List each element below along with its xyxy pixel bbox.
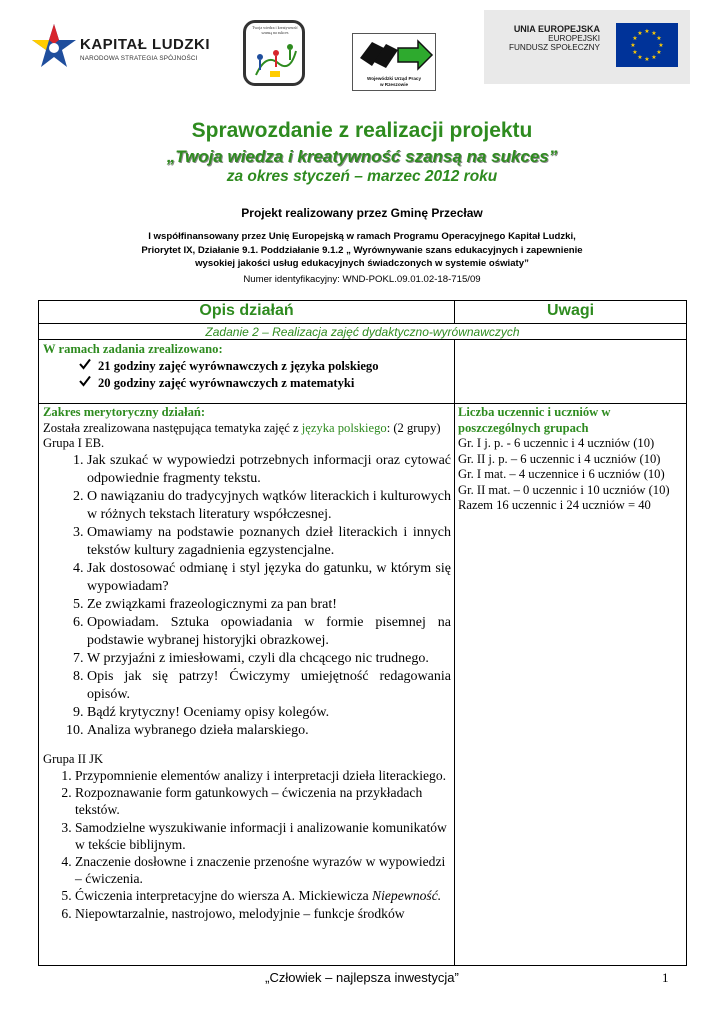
wup-city: w Rzeszowie: [379, 81, 409, 87]
poem-title: Niepewność.: [372, 888, 442, 904]
scope-subject: języka polskiego: [301, 420, 387, 435]
svg-text:★: ★: [637, 30, 643, 37]
row-separator: [39, 339, 686, 340]
scope-intro-before: Została zrealizowana następująca tematyka zajęć z: [43, 420, 302, 435]
group2-item-5-text: Ćwiczenia interpretacyjne do wiersza A. Mickiewicza: [75, 888, 373, 904]
list-item: 1. Przypomnienie elementów analizy i interpretacji dzieła literackiego.: [75, 767, 451, 784]
scope-cell: [43, 405, 451, 922]
identification-number: Numer identyfikacyjny: WND-POKL.09.01.02-18-715/09: [243, 274, 481, 285]
list-item: 3. Samodzielne wyszukiwanie informacji i analizowanie komunikatów w tekście biblijnym.: [75, 819, 451, 853]
scope-label: Zakres merytoryczny działań:: [43, 405, 206, 419]
activities-table: [38, 300, 687, 966]
svg-text:★: ★: [656, 49, 662, 56]
list-item: [43, 375, 448, 392]
list-item: 8. Opis jak się patrzy! Ćwiczymy umiejętność redagowania opisów.: [87, 668, 451, 704]
count-row: Gr. II mat. – 0 uczennic i 10 uczniów (10): [458, 482, 670, 497]
kapital-ludzki-title: KAPITAŁ LUDZKI: [80, 36, 211, 53]
svg-text:★: ★: [630, 42, 636, 49]
realized-item: 20 godziny zajęć wyrównawczych z matematyki: [98, 376, 355, 390]
list-item: 2. O nawiązaniu do tradycyjnych wątków literackich i kulturowych w różnych tekstach literatury współczesnej.: [87, 488, 451, 524]
group1-label: Grupa I EB.: [43, 436, 105, 450]
svg-text:★: ★: [644, 56, 650, 63]
list-item: 10. Analiza wybranego dzieła malarskiego.: [87, 722, 451, 740]
eu-union-label: UNIA EUROPEJSKA: [513, 24, 600, 34]
list-item: 4. Jak dostosować odmianę i styl języka do gatunku, w którym się wypowiadam?: [87, 560, 451, 596]
svg-text:★: ★: [644, 28, 650, 35]
kapital-ludzki-logo: [30, 22, 220, 74]
footer-motto: „Człowiek – najlepsza inwestycja”: [265, 970, 459, 985]
svg-text:★: ★: [632, 49, 638, 56]
list-item: 7. W przyjaźni z imiesłowami, czyli dla chcącego nic trudnego.: [87, 650, 451, 668]
project-logo: [243, 20, 305, 86]
svg-text:★: ★: [637, 54, 643, 61]
report-period: za okres styczeń – marzec 2012 roku: [226, 168, 498, 185]
column-divider: [454, 339, 455, 966]
realized-cell: [43, 341, 448, 392]
list-item: 3. Omawiamy na podstawie poznanych dzieł literackich i innych tekstów kultury zagadnienia egzystencjalne.: [87, 524, 451, 560]
kapital-ludzki-star-icon: [30, 22, 78, 72]
counts-label-line-1: Liczba uczennic i uczniów w: [458, 405, 611, 419]
eu-logo: [484, 10, 690, 84]
cofinancing-line-3: wysokiej jakości usług edukacyjnych świadczonych w systemie oświaty”: [195, 258, 529, 269]
count-row: Gr. I j. p. - 6 uczennic i 4 uczniów (10): [458, 436, 655, 450]
row-separator: [39, 323, 686, 324]
list-item: 6. Opowiadam. Sztuka opowiadania w formie pisemnej na podstawie wybranej historyjki obrazkowej.: [87, 614, 451, 650]
scope-intro-after: : (2 grupy): [386, 420, 441, 435]
checkmark-icon: [79, 358, 93, 375]
list-item: [75, 887, 451, 904]
report-title: Sprawozdanie z realizacji projektu: [191, 119, 533, 142]
count-row: Gr. II j. p. – 6 uczennic i 4 uczniów (10): [458, 451, 661, 466]
group2-label: Grupa II JK: [43, 751, 104, 766]
list-item: 9. Bądź krytyczny! Oceniamy opisy kolegów.: [87, 704, 451, 722]
counts-cell: [458, 405, 684, 514]
eu-fund-label-2: FUNDUSZ SPOŁECZNY: [509, 43, 600, 52]
count-row: Razem 16 uczennic i 24 uczniów = 40: [458, 498, 651, 512]
eu-flag-icon: [616, 23, 678, 67]
column-header-activities: Opis działań: [199, 302, 294, 319]
count-row: Gr. I mat. – 4 uczennice i 6 uczniów (10): [458, 467, 665, 481]
counts-label-line-2: poszczególnych grupach: [458, 420, 589, 435]
cofinancing-line-2: Priorytet IX, Działanie 9.1. Poddziałanie 9.1.2 „ Wyrównywanie szans edukacyjnych i zapewnienie: [141, 244, 583, 256]
svg-text:★: ★: [651, 30, 657, 37]
checkmark-icon: [79, 375, 93, 392]
svg-text:★: ★: [658, 42, 664, 49]
list-item: [43, 358, 448, 375]
wup-logo: [352, 33, 436, 91]
realized-item: 21 godziny zajęć wyrównawczych z języka polskiego: [98, 359, 379, 373]
row-separator: [39, 403, 686, 404]
group2-topic-list: [43, 767, 451, 922]
realized-label: W ramach zadania zrealizowano:: [43, 342, 223, 356]
list-item: 1. Jak szukać w wypowiedzi potrzebnych informacji oraz cytować odpowiednie fragmenty tekstu.: [87, 452, 451, 488]
group1-topic-list: [43, 452, 451, 740]
children-figures-icon: [246, 23, 302, 83]
project-realized-by: Projekt realizowany przez Gminę Przecław: [241, 206, 483, 220]
project-logo-text: Twoja wiedza i kreatywność szansą na sukces: [252, 25, 298, 35]
svg-text:★: ★: [656, 35, 662, 42]
wup-arrow-icon: [354, 36, 436, 76]
project-name: „Twoja wiedza i kreatywność szansą na sukces”: [166, 147, 558, 166]
list-item: 5. Ze związkami frazeologicznymi za pan brat!: [87, 596, 451, 614]
page-number: 1: [662, 970, 669, 985]
column-header-remarks: Uwagi: [546, 302, 595, 319]
scope-intro: [43, 421, 451, 437]
svg-text:★: ★: [632, 35, 638, 42]
cofinancing-line-1: I współfinansowany przez Unię Europejską w ramach Programu Operacyjnego Kapitał Ludzki,: [148, 231, 576, 242]
list-item: 2. Rozpoznawanie form gatunkowych – ćwiczenia na przykładach tekstów.: [75, 784, 451, 818]
list-item: 6. Niepowtarzalnie, nastrojowo, melodyjnie – funkcje środków: [75, 905, 451, 922]
cofinancing-info: [120, 230, 604, 271]
eu-fund-label-1: EUROPEJSKI: [548, 34, 600, 43]
wup-name: Wojewódzki Urząd Pracy: [366, 76, 422, 81]
task-title: Zadanie 2 – Realizacja zajęć dydaktyczno-wyrównawczych: [205, 325, 520, 339]
kapital-ludzki-subtitle: NARODOWA STRATEGIA SPÓJNOŚCI: [80, 55, 198, 62]
svg-text:★: ★: [651, 54, 657, 61]
list-item: 4. Znaczenie dosłowne i znaczenie przenośne wyrazów w wypowiedzi – ćwiczenia.: [75, 853, 451, 887]
